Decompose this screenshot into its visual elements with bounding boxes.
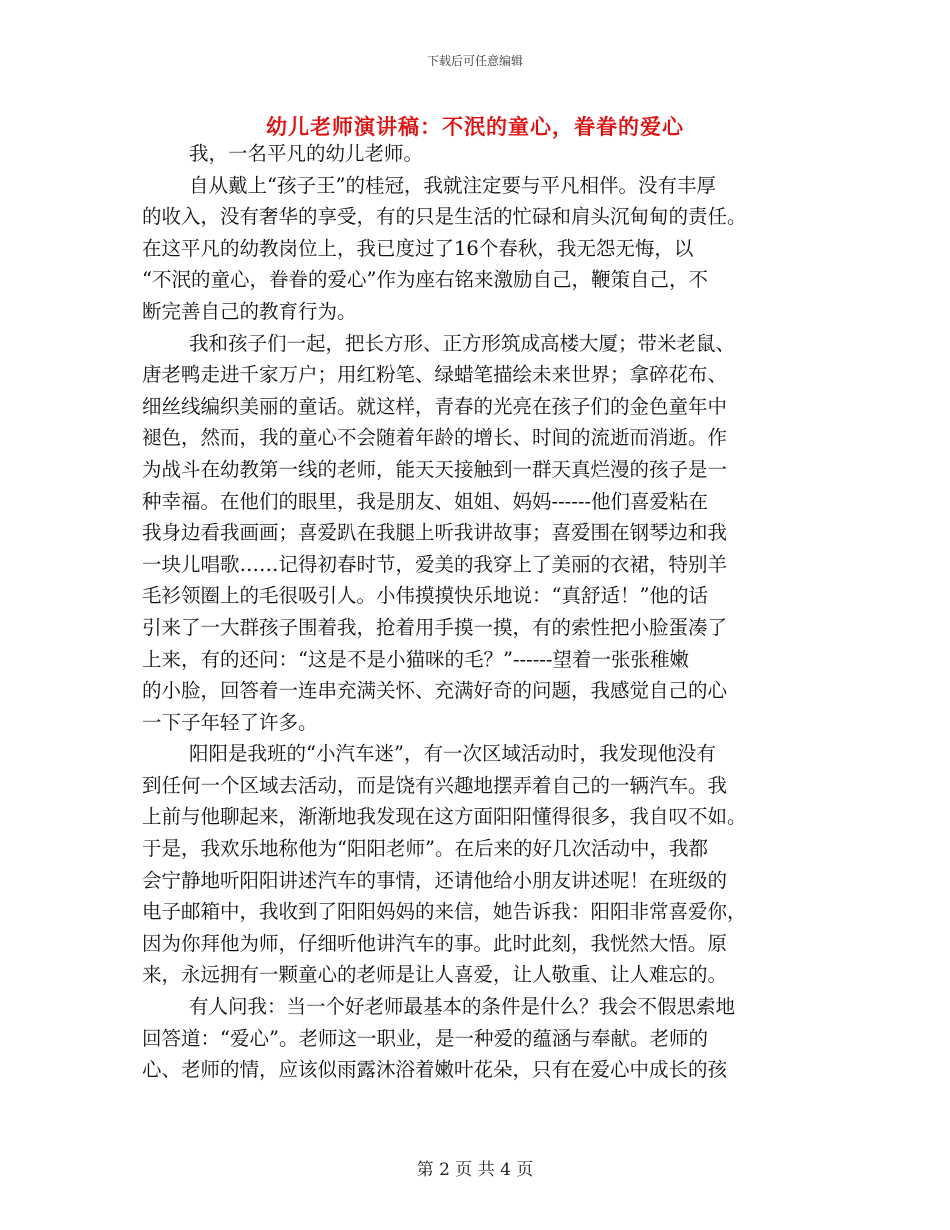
body-line: 于是，我欢乐地称他为“阳阳老师”。在后来的好几次活动中，我都	[142, 837, 708, 861]
body-line: 心、老师的情，应该似雨露沐浴着嫩叶花朵，只有在爱心中成长的孩	[142, 1058, 728, 1082]
page-header: 下载后可任意编辑	[426, 54, 523, 68]
body-line: 电子邮箱中，我收到了阳阳妈妈的来信，她告诉我：阳阳非常喜爱你，	[142, 900, 747, 924]
body-line: “不泯的童心，眷眷的爱心”作为座右铭来激励自己，鞭策自己，不	[142, 268, 708, 292]
body-line: 种幸福。在他们的眼里，我是朋友、姐姐、妈妈------他们喜爱粘在	[142, 489, 709, 513]
body-line: 上前与他聊起来，渐渐地我发现在这方面阳阳懂得很多，我自叹不如。	[142, 805, 747, 829]
body-line: 来，永远拥有一颗童心的老师是让人喜爱，让人敬重、让人难忘的。	[142, 963, 728, 987]
body-line: 上来，有的还问：“这是不是小猫咪的毛？”------望着一张张稚嫩	[142, 647, 689, 671]
body-line: 为战斗在幼教第一线的老师，能天天接触到一群天真烂漫的孩子是一	[142, 457, 728, 481]
body-line: 断完善自己的教育行为。	[142, 299, 357, 323]
body-line: 会宁静地听阳阳讲述汽车的事情，还请他给小朋友讲述呢！在班级的	[142, 868, 728, 892]
body-line: 有人问我：当一个好老师最基本的条件是什么？我会不假思索地	[189, 995, 736, 1019]
body-line: 我身边看我画画；喜爱趴在我腿上听我讲故事；喜爱围在钢琴边和我	[142, 521, 728, 545]
body-line: 一块儿唱歌……记得初春时节，爱美的我穿上了美丽的衣裙，特别羊	[142, 552, 728, 576]
body-line: 一下子年轻了许多。	[142, 710, 318, 734]
body-line: 褪色，然而，我的童心不会随着年龄的增长、时间的流逝而消逝。作	[142, 426, 728, 450]
document-body	[142, 138, 802, 1086]
body-line: 的收入，没有奢华的享受，有的只是生活的忙碌和肩头沉甸甸的责任。	[142, 205, 747, 229]
page-footer: 第 2 页 共 4 页	[416, 1160, 534, 1180]
body-line: 我和孩子们一起，把长方形、正方形筑成高楼大厦；带米老鼠、	[189, 331, 736, 355]
body-line: 在这平凡的幼教岗位上，我已度过了16个春秋，我无怨无悔，以	[142, 236, 694, 260]
body-line: 回答道：“爱心”。老师这一职业，是一种爱的蕴涵与奉献。老师的	[142, 1026, 708, 1050]
body-line: 细丝线编织美丽的童话。就这样，青春的光亮在孩子们的金色童年中	[142, 394, 728, 418]
body-line: 自从戴上“孩子王”的桂冠，我就注定要与平凡相伴。没有丰厚	[189, 173, 716, 197]
body-line: 毛衫领圈上的毛很吸引人。小伟摸摸快乐地说：“真舒适！”他的话	[142, 584, 708, 608]
body-line: 因为你拜他为师，仔细听他讲汽车的事。此时此刻，我恍然大悟。原	[142, 931, 728, 955]
body-line: 我，一名平凡的幼儿老师。	[189, 142, 424, 165]
body-line: 阳阳是我班的“小汽车迷”，有一次区域活动时，我发现他没有	[189, 742, 716, 766]
body-line: 到任何一个区域去活动，而是饶有兴趣地摆弄着自己的一辆汽车。我	[142, 773, 728, 797]
body-line: 引来了一大群孩子围着我，抢着用手摸一摸，有的索性把小脸蛋凑了	[142, 615, 728, 639]
body-line: 的小脸，回答着一连串充满关怀、充满好奇的问题，我感觉自己的心	[142, 679, 728, 703]
document-title: 幼儿老师演讲稿：不泯的童心，眷眷的爱心	[266, 114, 684, 139]
body-line: 唐老鸭走进千家万户；用红粉笔、绿蜡笔描绘未来世界；拿碎花布、	[142, 363, 728, 387]
